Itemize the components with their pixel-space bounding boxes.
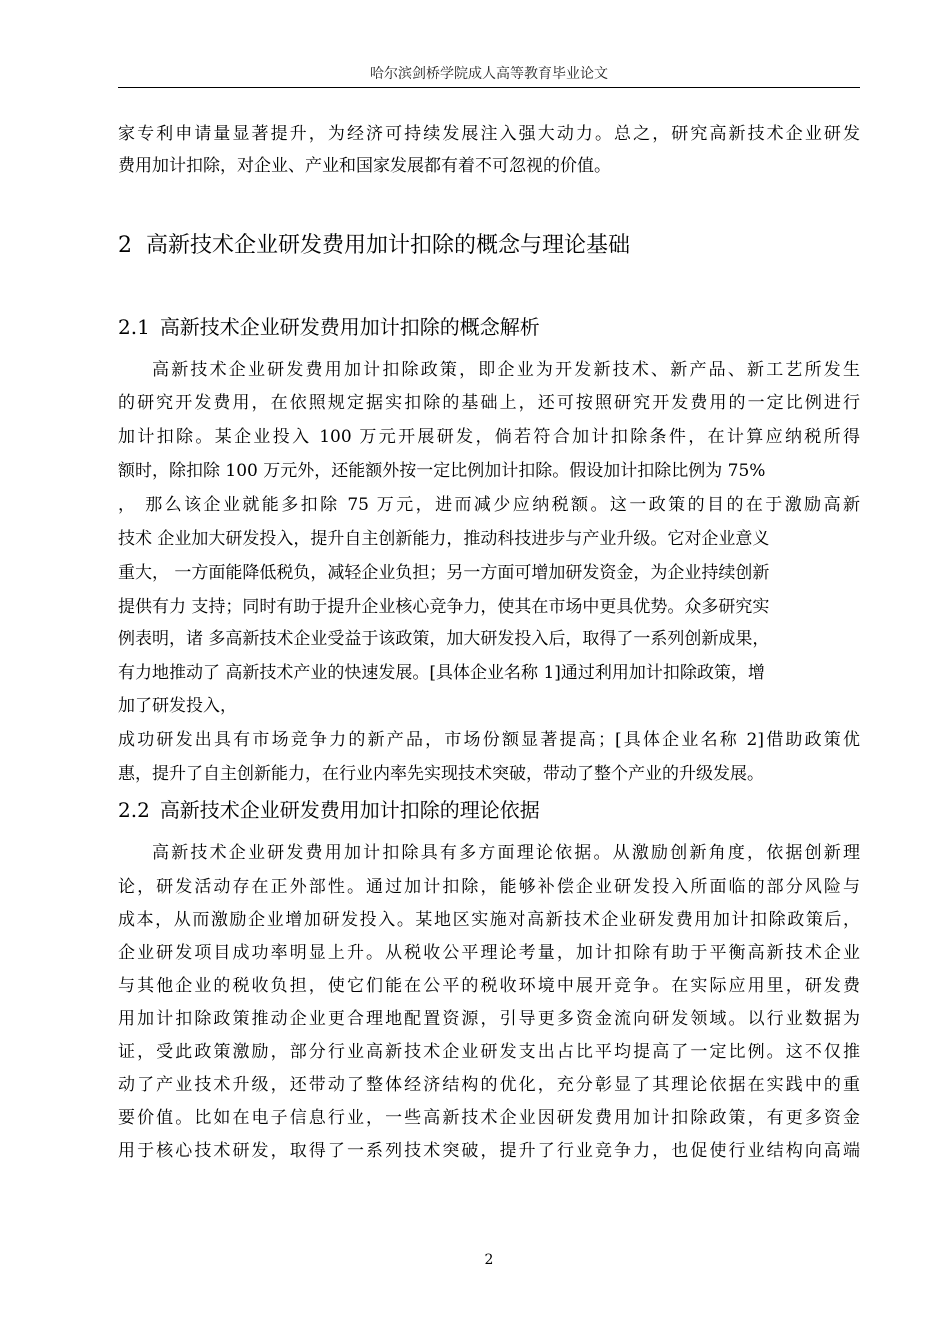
subsection-heading <box>118 313 540 341</box>
paragraph-line: 惠，提升了自主创新能力，在行业内率先实现技术突破，带动了整个产业的升级发展。 <box>118 764 764 784</box>
paragraph-line: 论，研发活动存在正外部性。通过加计扣除，能够补偿企业研发投入所面临的部分风险与 <box>118 877 860 897</box>
paragraph-line: 成功研发出具有市场竞争力的新产品，市场份额显著提高；[具体企业名称 2]借助政策优 <box>118 730 860 750</box>
paragraph-line: 用于核心技术研发，取得了一系列技术突破，提升了行业竞争力，也促使行业结构向高端 <box>118 1141 860 1161</box>
paragraph-line: 提供有力 支持；同时有助于提升企业核心竞争力，使其在市场中更具优势。众多研究实 <box>118 597 770 617</box>
paragraph-line: 有力地推动了 高新技术产业的快速发展。[具体企业名称 1]通过利用加计扣除政策，增 <box>118 663 765 683</box>
paragraph-line: 高新技术企业研发费用加计扣除具有多方面理论依据。从激励创新角度，依据创新理 <box>152 843 860 863</box>
paragraph-line: ， 那么该企业就能多扣除 75 万元，进而减少应纳税额。这一政策的目的在于激励高新 <box>118 495 860 515</box>
subsection-heading <box>118 796 540 824</box>
section-heading <box>118 231 630 261</box>
paragraph-line: 企业研发项目成功率明显上升。从税收公平理论考量，加计扣除有助于平衡高新技术企业 <box>118 943 860 963</box>
subsection-title: 高新技术企业研发费用加计扣除的概念解析 <box>159 315 540 339</box>
paragraph-line: 家专利申请量显著提升，为经济可持续发展注入强大动力。总之，研究高新技术企业研发 <box>118 124 860 144</box>
subsection-number: 2.2 <box>118 798 150 822</box>
paragraph-line: 重大， 一方面能降低税负，减轻企业负担；另一方面可增加研发资金，为企业持续创新 <box>118 563 770 583</box>
section-number: 2 <box>118 233 132 258</box>
paragraph-line: 费用加计扣除，对企业、产业和国家发展都有着不可忽视的价值。 <box>118 156 611 176</box>
subsection-number: 2.1 <box>118 315 150 339</box>
paragraph-line: 高新技术企业研发费用加计扣除政策，即企业为开发新技术、新产品、新工艺所发生 <box>152 360 860 380</box>
paragraph-line: 加计扣除。某企业投入 100 万元开展研发，倘若符合加计扣除条件，在计算应纳税所得 <box>118 427 860 447</box>
paragraph-line: 成本，从而激励企业增加研发投入。某地区实施对高新技术企业研发费用加计扣除政策后， <box>118 910 860 930</box>
paragraph-line: 与其他企业的税收负担，使它们能在公平的税收环境中展开竞争。在实际应用里，研发费 <box>118 976 860 996</box>
subsection-title: 高新技术企业研发费用加计扣除的理论依据 <box>159 798 540 822</box>
paragraph-line: 证，受此政策激励，部分行业高新技术企业研发支出占比平均提高了一定比例。这不仅推 <box>118 1042 860 1062</box>
paragraph-line: 动了产业技术升级，还带动了整体经济结构的优化，充分彰显了其理论依据在实践中的重 <box>118 1075 860 1095</box>
paragraph-line: 技术 企业加大研发投入，提升自主创新能力，推动科技进步与产业升级。它对企业意义 <box>118 529 770 549</box>
section-title: 高新技术企业研发费用加计扣除的概念与理论基础 <box>146 233 631 258</box>
paragraph-line: 的研究开发费用，在依照规定据实扣除的基础上，还可按照研究开发费用的一定比例进行 <box>118 393 860 413</box>
paragraph-line: 用加计扣除政策推动企业更合理地配置资源，引导更多资金流向研发领域。以行业数据为 <box>118 1009 860 1029</box>
paragraph-line: 例表明，诸 多高新技术企业受益于该政策，加大研发投入后，取得了一系列创新成果， <box>118 629 770 649</box>
paragraph-line: 要价值。比如在电子信息行业，一些高新技术企业因研发费用加计扣除政策，有更多资金 <box>118 1108 860 1128</box>
header-rule <box>118 87 860 88</box>
page-header: 哈尔滨剑桥学院成人高等教育毕业论文 <box>370 66 608 82</box>
paragraph-line: 额时，除扣除 100 万元外，还能额外按一定比例加计扣除。假设加计扣除比例为 75% <box>118 461 766 481</box>
page-number: 2 <box>484 1252 494 1268</box>
paragraph-line: 加了研发投入， <box>118 696 237 716</box>
